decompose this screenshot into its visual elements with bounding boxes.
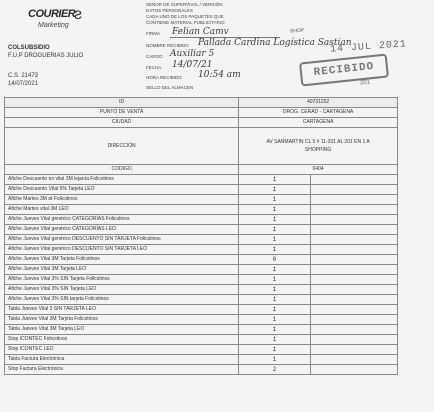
item-name: Tabla Jueves Vital 3 SIN TARJETA LEO [5, 305, 239, 315]
item-empty-cell [310, 345, 397, 355]
table-row [5, 225, 398, 235]
item-name: Afiche Descuento en vital 3M lejanía Folicstinos [5, 175, 239, 185]
item-qty: 1 [239, 355, 310, 365]
table-row [5, 285, 398, 295]
table-row [5, 215, 398, 225]
item-name: Afiche Jueves Vital 3M Tarjeta LEO [5, 265, 239, 275]
item-empty-cell [310, 295, 397, 305]
field-fecha-label: FECHA [146, 65, 162, 70]
items-table [4, 97, 398, 375]
item-name: Afiche Jueves Vital 3% SIN Tarjeta LEO [5, 285, 239, 295]
item-empty-cell [310, 225, 397, 235]
logo-name: COURIER [28, 8, 76, 20]
direccion-line-1: AV SANMARTIN CL 5 # 11-201 AL 201 EN 1 A [266, 139, 370, 145]
table-row [5, 295, 398, 305]
table-row [5, 245, 398, 255]
item-qty: 1 [239, 185, 310, 195]
table-row [5, 345, 398, 355]
item-qty: 0 [239, 255, 310, 265]
item-empty-cell [310, 325, 397, 335]
field-hora-value: 10:54 am [198, 70, 241, 80]
item-empty-cell [310, 335, 397, 345]
item-name: Afiche Jueves Vital genérico DESCUENTO SIN TARJETA Folicstinos [5, 235, 239, 245]
item-qty: 1 [239, 235, 310, 245]
field-firma-label: FIRMA [146, 31, 160, 36]
item-name: Afiche Descuento Vital 5% Tarjeta LEO [5, 185, 239, 195]
item-name: Stop ICONTEC Folicstinos [5, 335, 239, 345]
logo-mark-icon: ƨ [74, 6, 82, 23]
item-qty: 1 [239, 265, 310, 275]
item-qty: 1 [239, 325, 310, 335]
item-empty-cell [310, 245, 397, 255]
item-empty-cell [310, 285, 397, 295]
item-name: Afiche Martes vital 3M LEO [5, 205, 239, 215]
courier-logo [20, 6, 90, 36]
table-row [5, 315, 398, 325]
item-empty-cell [310, 255, 397, 265]
table-row-codigo [5, 165, 398, 175]
item-qty: 1 [239, 175, 310, 185]
item-qty: 1 [239, 315, 310, 325]
header-line-3: CADA UNO DE LOS PAQUETES QUE [146, 14, 224, 19]
table-row [5, 355, 398, 365]
field-nombre-label: NOMBRE RECIBIDO [146, 43, 189, 48]
item-name: Tabla Factura Electrónica [5, 355, 239, 365]
item-name: Afiche Jueves Vital 3% SIN Tarjeta Folicstinos [5, 275, 239, 285]
item-qty: 1 [239, 335, 310, 345]
item-name: Afiche Jueves Vital 3% SIN tarjeta Folicstinos [5, 295, 239, 305]
item-qty: 1 [239, 295, 310, 305]
item-name: Tabla Jueves Vital 3M Tarjeta Folicstinos [5, 315, 239, 325]
item-qty: 1 [239, 215, 310, 225]
punto-label: PUNTO DE VENTA [5, 108, 239, 118]
field-hora-label: HORA RECIBIDO [146, 75, 182, 80]
item-qty: 1 [239, 305, 310, 315]
codigo-value: 0404 [239, 165, 398, 175]
table-row [5, 265, 398, 275]
table-row-ciudad [5, 118, 398, 128]
item-empty-cell [310, 175, 397, 185]
table-row [5, 185, 398, 195]
direccion-line-2: SHOPPING [304, 147, 332, 153]
header-line-1: SEÑOR DE SUPERVIVAL / VERSIÓN [146, 2, 223, 7]
table-row [5, 305, 398, 315]
field-fecha-value: 14/07/21 [172, 60, 213, 70]
item-qty: 1 [239, 225, 310, 235]
field-nombre-value: Pallada Cardina Logística Sastian [198, 38, 352, 48]
item-empty-cell [310, 205, 397, 215]
ciudad-label: CIUDAD [5, 118, 239, 128]
logo-sub: Marketing [38, 22, 69, 29]
field-cargo-value: Auxiliar 5 [170, 49, 215, 59]
table-row [5, 205, 398, 215]
item-name: Afiche Jueves Vital genérico DESCUENTO SIN TARJETA LEO [5, 245, 239, 255]
codigo-label: CODIGO [5, 165, 239, 175]
item-qty: 2 [239, 365, 310, 375]
item-empty-cell [310, 275, 397, 285]
field-cargo-label: CARGO [146, 54, 163, 59]
item-qty: 1 [239, 245, 310, 255]
client-name: COLSUBSIDIO [8, 45, 50, 51]
stamp-shop: SHOP [289, 27, 305, 35]
item-empty-cell [310, 305, 397, 315]
table-row [5, 335, 398, 345]
table-row-punto [5, 108, 398, 118]
item-name: Afiche Jueves Vital genérico CATEGORÍAS Folicstinos [5, 215, 239, 225]
direccion-value [239, 128, 398, 165]
table-row [5, 175, 398, 185]
client-code: C.S. 21473 [8, 73, 39, 79]
field-sello-label: SELLO DEL ALMACEN [146, 85, 194, 90]
item-qty: 1 [239, 285, 310, 295]
item-qty: 1 [239, 275, 310, 285]
stamp-date: 14 JUL 2021 [329, 39, 408, 56]
table-row [5, 325, 398, 335]
id-value: 40731252 [239, 98, 398, 108]
table-row-id [5, 98, 398, 108]
stamp-number: 201 [359, 79, 371, 87]
table-row [5, 195, 398, 205]
header-line-2: DATOS PERSONALES [146, 8, 193, 13]
item-name: Stop ICONTEC LEO [5, 345, 239, 355]
item-qty: 1 [239, 195, 310, 205]
item-empty-cell [310, 355, 397, 365]
direccion-label: DIRECCIÓN [5, 128, 239, 165]
field-firma-value: Felian Camv [172, 27, 229, 37]
punto-value: DROG. CERAD - CARTAGENA [239, 108, 398, 118]
table-row [5, 275, 398, 285]
item-name: Tabla Jueves Vital 3M Tarjeta LEO [5, 325, 239, 335]
item-empty-cell [310, 235, 397, 245]
client-date: 14/07/2021 [8, 81, 39, 87]
item-name: Afiche Martes 3M at Folicstinos [5, 195, 239, 205]
header-line-4: CONTIENE MATERIAL PUBLICITARIO [146, 20, 225, 25]
table-row [5, 255, 398, 265]
ciudad-value: CARTAGENA [239, 118, 398, 128]
client-store: F.U.P DROGUERIAS JULIO [8, 53, 84, 59]
item-empty-cell [310, 195, 397, 205]
item-name: Afiche Jueves Vital genérico CATEGORÍAS LEO [5, 225, 239, 235]
table-row [5, 235, 398, 245]
item-name: Afiche Jueves Vital 3M Tarjeta Folicstinos [5, 255, 239, 265]
item-qty: 1 [239, 345, 310, 355]
item-qty: 1 [239, 205, 310, 215]
item-empty-cell [310, 265, 397, 275]
table-row [5, 365, 398, 375]
item-empty-cell [310, 365, 397, 375]
id-label: ID [5, 98, 239, 108]
stamp-recibido: RECIBIDO [299, 53, 389, 86]
item-empty-cell [310, 315, 397, 325]
item-name: Stop Factura Electrónica [5, 365, 239, 375]
item-empty-cell [310, 215, 397, 225]
item-empty-cell [310, 185, 397, 195]
table-row-direccion [5, 128, 398, 165]
